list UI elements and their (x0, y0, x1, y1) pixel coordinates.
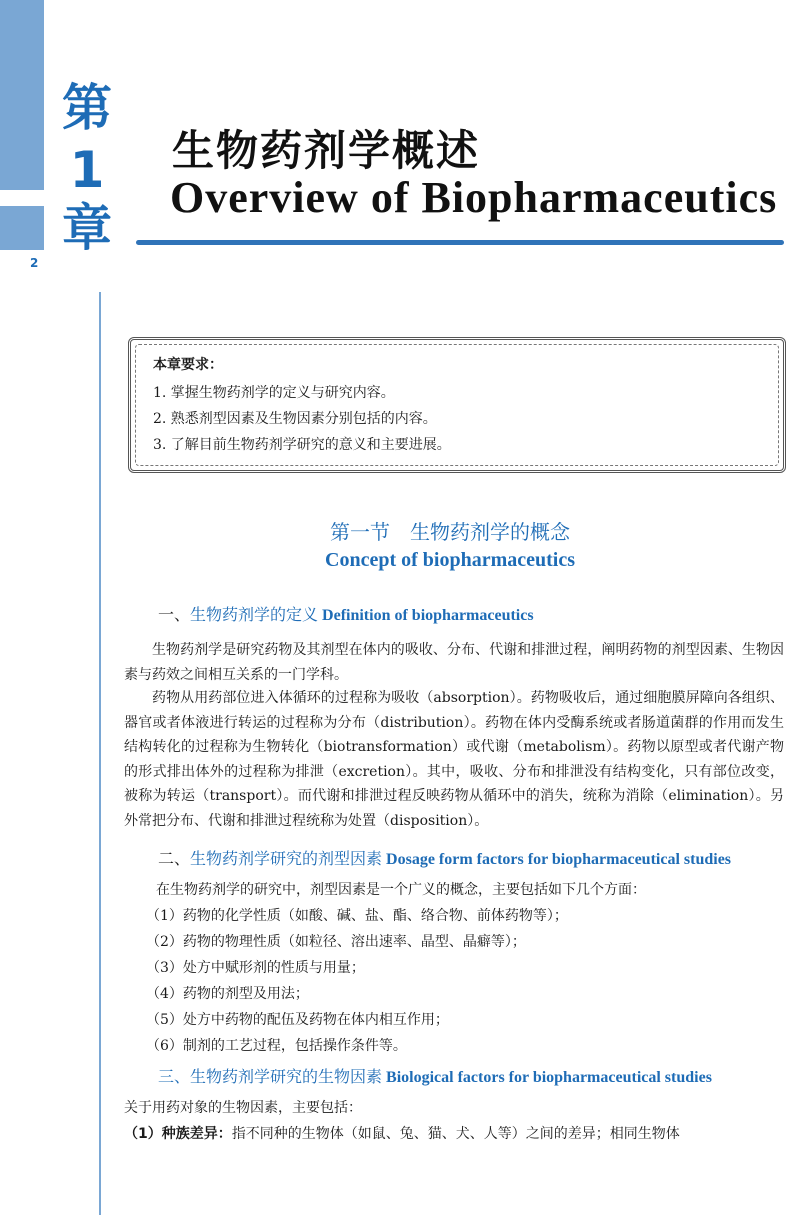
section-title-en: Concept of biopharmaceutics (325, 549, 575, 571)
subsection-title-en: Definition of biopharmaceutics (318, 607, 534, 624)
chapter-side-bar (0, 0, 44, 190)
subsection-number: 二、 (158, 849, 191, 868)
list-item: （1）药物的化学性质（如酸、碱、盐、酯、络合物、前体药物等）； (146, 908, 568, 924)
chapter-char-zhang: 章 (62, 199, 112, 257)
list-item-label: （1）种族差异： (124, 1126, 232, 1142)
paragraph: 药物从用药部位进入体循环的过程称为吸收（absorption）。药物吸收后，通过细胞膜屏障向各组织、器官或者体液进行转运的过程称为分布（distribution）。药物在体内受酶系统或者肠道菌群的作用而发生结构转化的过程称为生物转化（biotransformation）或代谢（metabolism）。药物以原型或者代谢产物的形式排出体外的过程称为排泄（excretion）。其中，吸收、分布和排泄没有结构变化，只有部位改变，被称为转运（transport）。而代谢和排泄过程反映药物从循环中的消失，统称为消除（elimination）。另外常把分布、代谢和排泄过程统称为处置（disposition）。 (124, 690, 784, 829)
paragraph: 生物药剂学是研究药物及其剂型在体内的吸收、分布、代谢和排泄过程，阐明药物的剂型因素、生物因素与药效之间相互关系的一门学科。 (124, 642, 784, 683)
list-item: （4）药物的剂型及用法； (146, 986, 309, 1002)
subsection-heading-1 (158, 602, 534, 625)
subsection-number: 三、 (158, 1067, 191, 1086)
list-item-text: 指不同种的生物体（如鼠、兔、猫、犬、人等）之间的差异；相同生物体 (231, 1126, 680, 1142)
chapter-side-block (0, 206, 44, 250)
list-item (124, 1124, 680, 1144)
margin-rule (99, 292, 101, 1215)
subsection-title-cn: 生物药剂学研究的生物因素 (190, 1067, 383, 1086)
section-title-cn: 第一节 生物药剂学的概念 (330, 520, 570, 544)
chapter-char-number: 1 (69, 141, 105, 199)
list-item: （5）处方中药物的配伍及药物在体内相互作用； (146, 1012, 449, 1028)
title-underline (136, 240, 784, 245)
page-number: 2 (30, 256, 39, 270)
list-item: （3）处方中赋形剂的性质与用量； (146, 960, 365, 976)
subsection-title-en: Biological factors for biopharmaceutical studies (382, 1069, 712, 1086)
subsection-heading-2 (158, 846, 731, 869)
chapter-char-di: 第 (62, 79, 112, 137)
requirement-item: 1. 掌握生物药剂学的定义与研究内容。 (153, 385, 395, 401)
subsection-heading-3 (158, 1064, 712, 1087)
paragraph: 在生物药剂学的研究中，剂型因素是一个广义的概念，主要包括如下几个方面： (156, 882, 646, 898)
paragraph: 关于用药对象的生物因素，主要包括： (124, 1100, 362, 1116)
chapter-title-cn: 生物药剂学概述 (172, 126, 481, 175)
chapter-requirements-box (128, 337, 786, 473)
requirement-item: 2. 熟悉剂型因素及生物因素分别包括的内容。 (153, 411, 437, 427)
subsection-title-en: Dosage form factors for biopharmaceutical studies (382, 851, 732, 868)
subsection-title-cn: 生物药剂学的定义 (190, 605, 319, 624)
subsection-title-cn: 生物药剂学研究的剂型因素 (190, 849, 383, 868)
chapter-title-en: Overview of Biopharmaceutics (170, 173, 778, 222)
requirement-item: 3. 了解目前生物药剂学研究的意义和主要进展。 (153, 437, 451, 453)
list-item: （6）制剂的工艺过程，包括操作条件等。 (146, 1038, 407, 1054)
list-item: （2）药物的物理性质（如粒径、溶出速率、晶型、晶癖等）； (146, 934, 526, 950)
requirements-title: 本章要求： (153, 357, 223, 373)
subsection-number: 一、 (158, 605, 191, 624)
